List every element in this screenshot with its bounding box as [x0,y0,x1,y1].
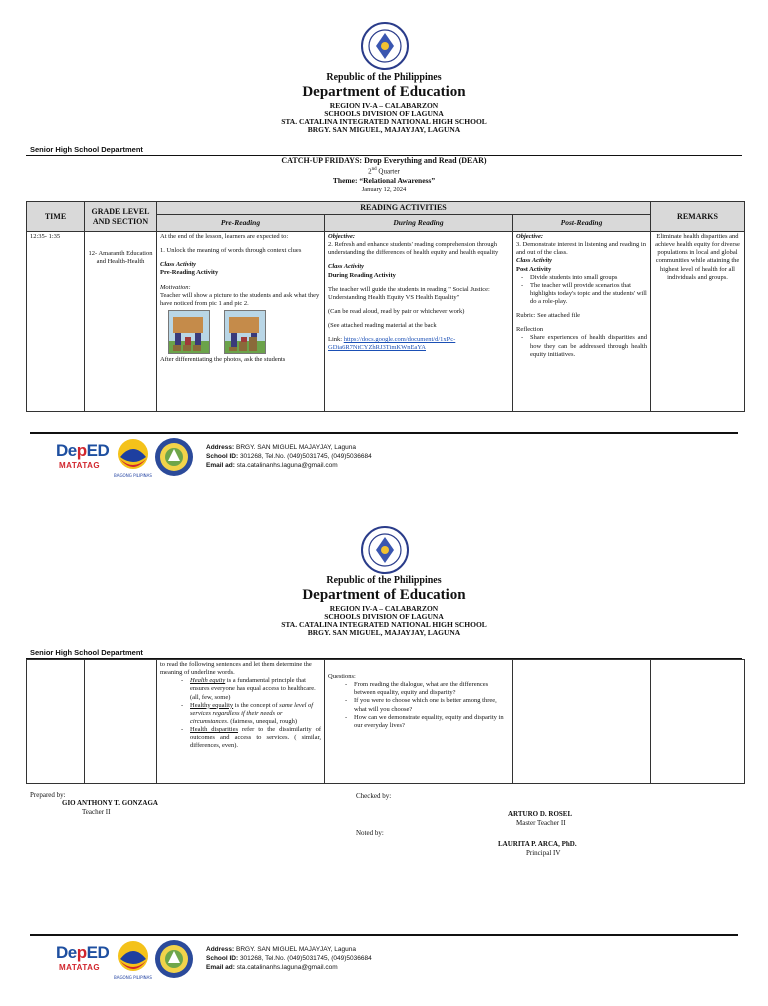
checker-name: ARTURO D. ROSEL [508,810,573,818]
list-item: - Healthy equality is the concept of same level of services regardless if their needs or circumstances. (fairness, unequal, rough) [190,702,321,726]
reading-material-link[interactable]: https://docs.google.com/document/d/1xPc-GDia6R7NtCYZhRJ3TimKWnEaYA [328,336,456,352]
region-label: REGION IV-A – CALABARZON [329,604,439,613]
noter-title: Principal IV [526,849,561,857]
list-item: - From reading the dialogue, what are the differences between equality, equity and disparity? [354,681,509,697]
bagong-pilipinas-logo-icon [114,939,152,981]
bagong-pilipinas-logo-icon [114,437,152,479]
grade-header: GRADE LEVEL AND SECTION [85,202,157,232]
motivation-text: Teacher will show a picture to the students and ask what they have noticed from pic 1 and pic 2. [160,291,320,307]
remarks-cell: Eliminate health disparities and achieve health equity for diverse populations in local and global communities while attaining the highest level of health for all individuals and groups. [651,232,745,412]
matatag-label: MATATAG [59,461,101,470]
pre-reading-cell [157,660,325,784]
reading-activities-header: READING ACTIVITIES [157,202,651,215]
page-2 [0,500,768,1006]
deped-matatag-logo [56,439,112,473]
email-row: Email ad: sta.catalinanhs.laguna@gmail.com [206,964,338,972]
pre-class-activity: Class Activity [160,261,197,269]
footer-contact [206,443,372,470]
during-see-attached: (See attached reading material at the back [328,322,437,329]
school-address: BRGY. SAN MIGUEL, MAJAYJAY, LAGUNA [307,125,461,134]
during-reading-header: During Reading [325,215,513,232]
school-name: STA. CATALINA INTEGRATED NATIONAL HIGH SCHOOL [281,117,487,126]
preparer-title: Teacher II [82,808,111,816]
post-activity-list [516,274,647,307]
svg-text:BAGONG PILIPINAS: BAGONG PILIPINAS [114,975,152,980]
checked-by-label: Checked by: [356,792,392,800]
during-guide: The teacher will guide the students in reading " Social Justice: Understanding Health Equity VS Health Equality" [328,285,490,301]
list-item: - If you were to choose which one is better among three, what will you choose? [354,697,509,713]
time-cell [27,660,85,784]
vocabulary-list [160,677,321,750]
deped-wordmark: DepED [56,441,110,460]
republic-label: Republic of the Philippines [326,72,442,83]
list-item: - How can we demonstrate equality, equity and disparity in our everyday lives? [354,714,509,730]
time-header: TIME [27,202,85,232]
checker-title: Master Teacher II [516,819,566,827]
department-title: Department of Education [302,587,466,603]
address-row: Address: BRGY. SAN MIGUEL MAJAYJAY, Laguna [206,946,356,953]
during-reading-cell [325,660,513,784]
post-activity-title: Post Activity [516,265,552,273]
school-seal-icon [154,437,194,477]
lesson-table [26,201,745,412]
pre-continued-text: to read the following sentences and let them determine the meaning of underline words. [160,661,312,677]
reflection-list [516,334,647,358]
during-mode: (Can be read aloud, read by pair or whichever work) [328,307,465,315]
list-item: - Share experiences of health disparities and how they can be addressed through health equity initiatives. [530,334,647,358]
footer-divider [30,432,738,434]
republic-label: Republic of the Philippines [326,575,442,586]
picture-2 [224,310,266,354]
footer-contact [206,945,372,972]
department-title: Department of Education [302,84,466,100]
post-class-activity: Class Activity [516,257,553,265]
picture-1 [168,310,210,354]
list-item: - Divide students into small groups [530,274,647,282]
remarks-header: REMARKS [651,202,745,232]
school-name: STA. CATALINA INTEGRATED NATIONAL HIGH SCHOOL [281,620,487,629]
address-row: Address: BRGY. SAN MIGUEL MAJAYJAY, Laguna [206,444,356,451]
preparer-name: GIO ANTHONY T. GONZAGA [62,799,158,807]
post-objective-label: Objective: [516,233,544,240]
school-id-row: School ID: 301268, Tel.No. (049)5031745, (049)5036684 [206,453,372,461]
rubric-label: Rubric: See attached file [516,312,581,320]
department-label: Senior High School Department [30,648,143,657]
noted-by-label: Noted by: [356,829,384,837]
term: Healthy equality [190,701,234,709]
pre-intro: At the end of the lesson, learners are expected to: [160,233,289,240]
reflection-label: Reflection [516,326,544,334]
pre-reading-header: Pre-Reading [157,215,325,232]
page-1 [0,0,768,500]
email-row: Email ad: sta.catalinanhs.laguna@gmail.com [206,462,338,470]
pre-after-text: After differentiating the photos, ask the students [160,355,286,363]
deped-seal-icon [361,22,409,70]
school-seal-icon [154,939,194,979]
post-reading-cell [513,660,651,784]
deped-matatag-logo [56,941,112,975]
deped-seal-icon [361,526,409,574]
pre-reading-cell [157,232,325,412]
during-objective: 2. Refresh and enhance students' reading comprehension through understanding the differences of health equity and health equality [328,241,499,257]
activity-title: CATCH-UP FRIDAYS: Drop Everything and Read (DEAR) [281,156,487,165]
during-objective-label: Objective: [328,233,356,240]
division-label: SCHOOLS DIVISION OF LAGUNA [324,109,444,118]
theme-label: Theme: “Relational Awareness” [332,176,436,185]
noter-name: LAURITA P. ARCA, PhD. [498,840,577,848]
list-item: - Health equity is a fundamental principle that ensures everyone has equal access to healthcare. (all, few, some) [190,677,321,701]
quarter-label [0,167,768,175]
quarter-number: 2 [368,167,372,176]
pre-activity-title: Pre-Reading Activity [160,269,219,277]
quarter-word: Quarter [378,167,400,176]
comparison-pictures [160,310,321,354]
post-reading-header: Post-Reading [513,215,651,232]
pre-objective: 1. Unlock the meaning of words through context clues [160,247,302,255]
during-activity-title: During Reading Activity [328,271,396,279]
matatag-label: MATATAG [59,963,101,972]
quarter-suffix: nd [371,167,377,172]
remarks-cell [651,660,745,784]
lesson-table-continued [26,659,745,784]
term: Health equity [190,677,226,685]
reading-link-row [328,336,509,352]
questions-list [328,681,509,730]
svg-text:BAGONG PILIPINAS: BAGONG PILIPINAS [114,473,152,478]
list-item: - Health disparities refer to the dissimilarity of outcomes and access to services. ( similar, differences, even). [190,726,321,750]
deped-wordmark: DepED [56,943,110,962]
grade-cell: 12- Amaranth Education and Health-Health [85,232,157,412]
post-objective: 3. Demonstrate interest in listening and reading in and out of the class. [516,241,646,257]
school-address: BRGY. SAN MIGUEL, MAJAYJAY, LAGUNA [307,628,461,637]
list-item: - The teacher will provide scenarios that highlights today's topic and the students' will do a role-play. [530,282,647,306]
post-reading-cell [513,232,651,412]
division-label: SCHOOLS DIVISION OF LAGUNA [324,612,444,621]
school-id-row: School ID: 301268, Tel.No. (049)5031745, (049)5036684 [206,955,372,963]
during-class-activity: Class Activity [328,263,365,271]
motivation-label: Motivation: [160,283,191,291]
grade-cell [85,660,157,784]
footer-divider [30,934,738,936]
time-cell: 12:35- 1:35 [27,232,85,412]
region-label: REGION IV-A – CALABARZON [329,101,439,110]
term: Health disparities [190,726,239,733]
prepared-by-label: Prepared by: [30,791,66,799]
questions-label: Questions: [328,673,356,680]
date-label: January 12, 2024 [361,186,407,193]
department-label: Senior High School Department [30,145,143,154]
during-reading-cell [325,232,513,412]
link-label: Link: [328,336,344,344]
